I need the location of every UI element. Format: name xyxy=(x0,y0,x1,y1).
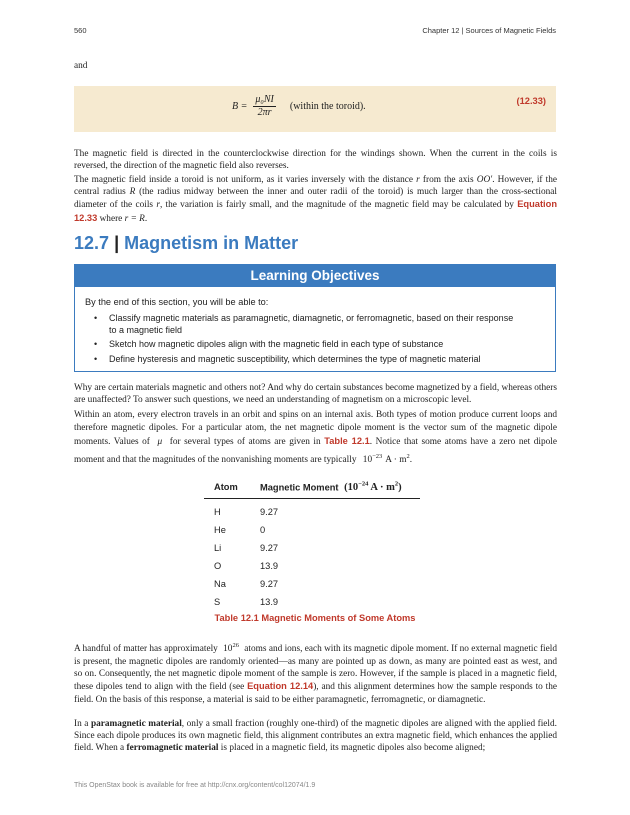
paragraph-why-magnetic: Why are certain materials magnetic and others not? And why do certain substances become magnetized by a field, whereas others are unaffected? To answer such questions, we need an understanding of magnetism on a microscopic level. xyxy=(74,383,557,406)
moment-cell: 0 xyxy=(260,525,266,535)
section-heading: Magnetism in Matter xyxy=(124,233,299,253)
equation-lhs: B = xyxy=(232,101,248,112)
table-row xyxy=(204,539,420,557)
atom-cell: He xyxy=(214,525,226,535)
equation-box xyxy=(74,86,556,132)
intro-word: and xyxy=(74,61,88,71)
table-caption: Table 12.1 Magnetic Moments of Some Atoms xyxy=(214,613,416,623)
paragraph-atom-dipoles: Within an atom, every electron travels in an orbit and spins on an internal axis. Both types of motion produce current loops and therefore magnetic dipoles. For a particular atom, the net magnetic dipole moment is the vector sum of the magnetic dipole moments. Values of μ for several types of atoms are given in Table 12.1. Notice that some atoms have a zero net dipole moment and that the magnitudes of the nonvanishing moments are typically $10^{-23}$ $A \cdot m^2$. xyxy=(74,410,557,465)
equation-condition: (within the toroid). xyxy=(289,101,366,112)
atom-cell: Na xyxy=(214,579,226,589)
table-12-1-link[interactable]: Table 12.1 xyxy=(324,436,370,447)
moment-cell: 13.9 xyxy=(260,597,279,607)
paragraph-toroid-nonuniform: The magnetic field inside a toroid is not uniform, as it varies inversely with the distance r from the axis OO′. However, if the central radius R (the radius midway between the inner and outer radii of the toroid) is much larger than the cross-sectional diameter of the coils r, the variation is fairly small, and the magnitude of the magnetic field may be calculated by Equation 12.33 where r = R. xyxy=(74,175,558,224)
equation-denominator: 2πr xyxy=(257,107,272,118)
learning-objectives-intro: By the end of this section, you will be able to: xyxy=(85,297,269,307)
learning-objectives-list xyxy=(83,313,523,368)
footer-availability: This OpenStax book is available for free at http://cnx.org/content/col12074/1.9 xyxy=(74,782,316,789)
equation-number: (12.33) xyxy=(516,96,546,106)
magnetic-moments-table xyxy=(204,476,420,611)
table-row xyxy=(204,557,420,575)
paragraph-paramagnetic: In a paramagnetic material, only a small fraction (roughly one-third) of the magnetic dipoles are aligned with the applied field. Since each dipole produces its own magnetic field, this alignment contributes an extra magnetic field, which enhances the applied field. When a ferromagnetic material is placed in a magnetic field, its magnetic dipoles also become aligned; xyxy=(74,719,557,754)
objective-item: • Sketch how magnetic dipoles align with the magnetic field in each type of substance xyxy=(83,339,523,351)
section-separator: | xyxy=(114,233,120,253)
equation-12-33-link[interactable]: Equation 12.33 xyxy=(74,199,558,223)
page-number: 560 xyxy=(74,26,87,35)
section-number: 12.7 xyxy=(74,233,110,253)
atom-cell: H xyxy=(214,507,221,517)
atom-cell: S xyxy=(214,597,221,607)
section-title xyxy=(74,233,298,254)
equation-12-33 xyxy=(232,94,366,119)
table-row xyxy=(204,575,420,593)
col-header-atom: Atom xyxy=(214,482,238,492)
table-row xyxy=(204,521,420,539)
term-paramagnetic: paramagnetic material xyxy=(90,719,182,729)
equation-numerator: μ₀NI xyxy=(255,94,274,105)
moment-cell: 13.9 xyxy=(260,561,279,571)
objective-item: • Classify magnetic materials as paramagnetic, diamagnetic, or ferromagnetic, based on their response to a magnetic field xyxy=(83,313,523,336)
table-header-row xyxy=(204,476,420,499)
table-row xyxy=(204,593,420,611)
equation-12-14-link[interactable]: Equation 12.14 xyxy=(247,681,314,692)
learning-objectives-box xyxy=(74,264,556,372)
table-row xyxy=(204,499,420,522)
col-header-moment: Magnetic Moment ($10^{-24}$ $A \cdot m^2$) xyxy=(260,480,402,494)
paragraph-toroid-direction: The magnetic field is directed in the counterclockwise direction for the windings shown. When the current in the coils is reversed, the direction of the magnetic field also reverses. xyxy=(74,149,557,172)
moment-cell: 9.27 xyxy=(260,579,279,589)
paragraph-handful-of-matter: A handful of matter has approximately $10^{26}$ atoms and ions, each with its magnetic dipole moment. If no external magnetic field is present, the magnetic dipoles are randomly oriented—as many are pointed up as down, as many are pointed east as west, and so on. Consequently, the net magnetic dipole moment of the sample is zero. However, if the sample is placed in a magnetic field, these dipoles tend to align with the field (see Equation 12.14), and this alignment determines how the sample responds to the field. On the basis of this response, a material is said to be either paramagnetic, ferromagnetic, or diamagnetic. xyxy=(74,642,558,705)
moment-cell: 9.27 xyxy=(260,543,279,553)
moment-cell: 9.27 xyxy=(260,507,279,517)
term-ferromagnetic: ferromagnetic material xyxy=(126,743,219,754)
equation-fraction xyxy=(253,94,276,119)
atom-cell: Li xyxy=(214,543,222,553)
atom-cell: O xyxy=(214,561,222,571)
objective-item: • Define hysteresis and magnetic susceptibility, which determines the type of magnetic material xyxy=(83,354,523,366)
chapter-header: Chapter 12 | Sources of Magnetic Fields xyxy=(422,26,556,35)
learning-objectives-heading: Learning Objectives xyxy=(75,265,555,287)
